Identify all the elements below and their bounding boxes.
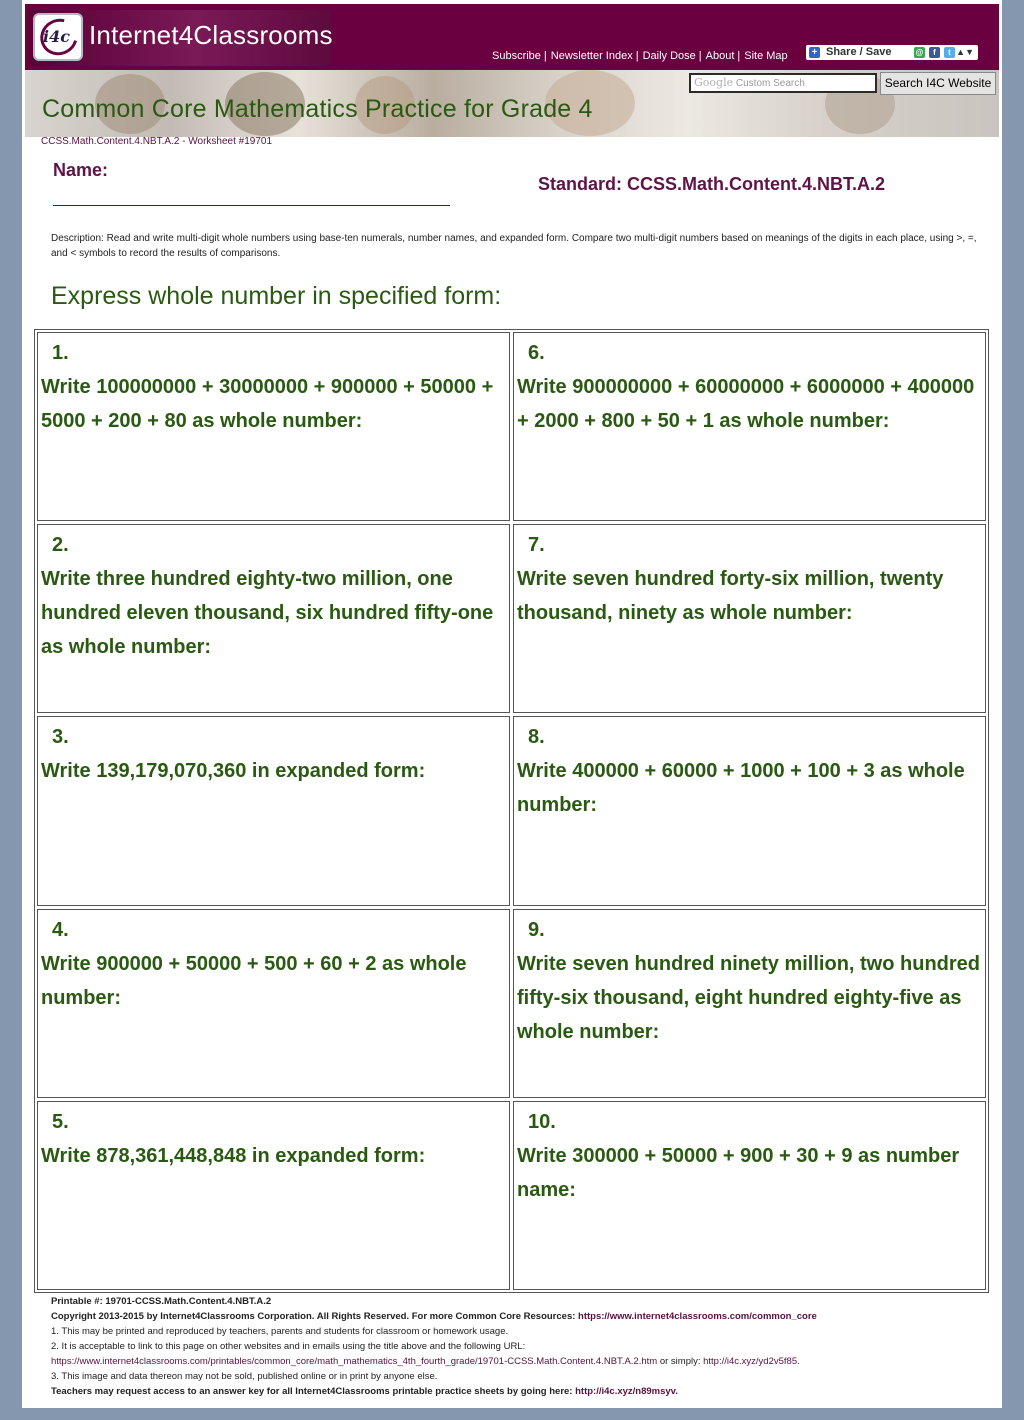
top-navigation — [492, 50, 788, 62]
problem-cell — [513, 524, 986, 713]
logo-text: Internet4Classrooms — [89, 20, 333, 50]
problem-text: Write three hundred eighty-two million, one hundred eleven thousand, six hundred fifty-one as whole number: — [41, 568, 494, 659]
problem-number: 3. — [52, 726, 69, 749]
problem-text: Write seven hundred ninety million, two hundred fifty-six thousand, eight hundred eighty-five as whole number: — [517, 952, 980, 1043]
problem-cell — [513, 1101, 986, 1290]
share-save-button[interactable] — [806, 45, 978, 60]
problem-text: Write 400000 + 60000 + 1000 + 100 + 3 as whole number: — [517, 760, 965, 817]
answer-key-text: Teachers may request access to an answer key for all Internet4Classrooms printable practice sheets by going here: — [51, 1386, 573, 1397]
problem-text: Write 139,179,070,360 in expanded form: — [41, 760, 426, 783]
problem-number: 10. — [528, 1110, 556, 1133]
google-logo: Google — [694, 76, 734, 89]
nav-daily-dose[interactable]: Daily Dose — [642, 50, 696, 62]
problem-text: Write 900000 + 50000 + 500 + 60 + 2 as whole number: — [41, 952, 467, 1009]
nav-subscribe[interactable]: Subscribe — [492, 50, 541, 62]
worksheet-url-link[interactable]: https://www.internet4classrooms.com/printables/common_core/math_mathematics_4th_fourth_grade/19701-CCSS.Math.Content.4.NBT.A.2.htm — [51, 1356, 658, 1367]
problem-text: Write seven hundred forty-six million, twenty thousand, ninety as whole number: — [517, 568, 944, 625]
share-label: Share / Save — [826, 46, 892, 58]
problem-cell — [513, 909, 986, 1098]
nav-separator: | — [635, 50, 639, 62]
short-url-link[interactable]: http://i4c.xyz/yd2v5f85 — [703, 1356, 798, 1367]
copyright-line — [51, 1309, 995, 1324]
i4c-logo-icon — [33, 13, 83, 61]
nav-newsletter-index[interactable]: Newsletter Index — [550, 50, 633, 62]
page-title: Common Core Mathematics Practice for Grade 4 — [42, 95, 593, 123]
description-text: Description: Read and write multi-digit whole numbers using base-ten numerals, number names, and expanded form. Compare two multi-digit numbers based on meanings of the digits in each place, using >, =, and < symbols to record the results of comparisons. — [51, 233, 977, 259]
answer-key-line: Teachers may request access to an answer key for all Internet4Classrooms printable practice sheets by going here: http://i4c.xyz/n89msyv. — [51, 1386, 678, 1397]
worksheet-page — [22, 0, 1002, 1408]
problem-number: 7. — [528, 534, 545, 557]
problem-text: Write 300000 + 50000 + 900 + 30 + 9 as number name: — [517, 1144, 960, 1201]
name-label: Name: — [53, 160, 109, 180]
facebook-icon[interactable]: f — [929, 47, 940, 58]
or-simply-text: or simply: — [659, 1356, 701, 1367]
search-input[interactable] — [689, 73, 877, 93]
nav-site-map[interactable]: Site Map — [744, 50, 788, 62]
search-placeholder: Custom Search — [735, 78, 805, 89]
problem-text: Write 878,361,448,848 in expanded form: — [41, 1144, 426, 1167]
problem-number: 9. — [528, 918, 545, 941]
problem-number: 6. — [528, 342, 545, 364]
problem-cell — [513, 332, 986, 521]
copyright-text: Copyright 2013-2015 by Internet4Classrooms Corporation. All Rights Reserved. For more Common Core Resources: — [51, 1311, 576, 1322]
problem-number: 5. — [52, 1110, 69, 1133]
problem-text: Write 100000000 + 30000000 + 900000 + 50000 + 5000 + 200 + 80 as whole number: — [41, 376, 494, 432]
problem-table — [34, 329, 989, 1293]
problem-number: 4. — [52, 918, 69, 941]
site-logo[interactable] — [29, 10, 331, 66]
logo-badge-text: i4c — [43, 27, 70, 46]
problem-cell — [513, 716, 986, 905]
printable-number: Printable #: 19701-CCSS.Math.Content.4.NBT.A.2 — [51, 1296, 272, 1307]
usage-note-3: 3. This image and data thereon may not be sold, published online or in print by anyone else. — [51, 1371, 438, 1382]
problem-cell — [37, 716, 510, 905]
usage-note-2-urls: https://www.internet4classrooms.com/printables/common_core/math_mathematics_4th_fourth_grade/19701-CCSS.Math.Content.4.NBT.A.2.htm or simply: http://i4c.xyz/yd2v5f85. — [51, 1356, 800, 1367]
nav-separator: | — [698, 50, 702, 62]
problem-number: 2. — [52, 534, 69, 557]
share-plus-icon: + — [809, 47, 820, 58]
problem-text: Write 900000000 + 60000000 + 6000000 + 400000 + 2000 + 800 + 50 + 1 as whole number: — [517, 376, 975, 432]
usage-note-1: 1. This may be printed and reproduced by teachers, parents and students for classroom or homework usage. — [51, 1326, 509, 1337]
nav-separator: | — [737, 50, 741, 62]
problem-cell — [37, 332, 510, 521]
problem-cell — [37, 1101, 510, 1290]
search-button[interactable]: Search I4C Website — [880, 72, 996, 95]
nav-separator: | — [543, 50, 547, 62]
name-blank-line — [53, 205, 450, 206]
share-email-icon[interactable]: @ — [915, 48, 924, 57]
problem-number: 1. — [52, 342, 69, 364]
footer — [51, 1294, 995, 1399]
updown-arrows-icon: ▲▼ — [956, 47, 974, 57]
standard-label: Standard: CCSS.Math.Content.4.NBT.A.2 — [538, 174, 886, 194]
nav-about[interactable]: About — [705, 50, 735, 62]
problem-number: 8. — [528, 726, 545, 749]
breadcrumb[interactable]: CCSS.Math.Content.4.NBT.A.2 - Worksheet #19701 — [41, 136, 273, 147]
problem-cell — [37, 524, 510, 713]
common-core-link[interactable]: https://www.internet4classrooms.com/common_core — [578, 1311, 817, 1322]
problem-cell — [37, 909, 510, 1098]
twitter-icon[interactable]: t — [944, 47, 955, 58]
usage-note-2: 2. It is acceptable to link to this page on other websites and in emails using the title above and the following URL: — [51, 1341, 526, 1352]
answer-key-link[interactable]: http://i4c.xyz/n89msyv — [575, 1386, 676, 1397]
section-title: Express whole number in specified form: — [51, 282, 502, 310]
